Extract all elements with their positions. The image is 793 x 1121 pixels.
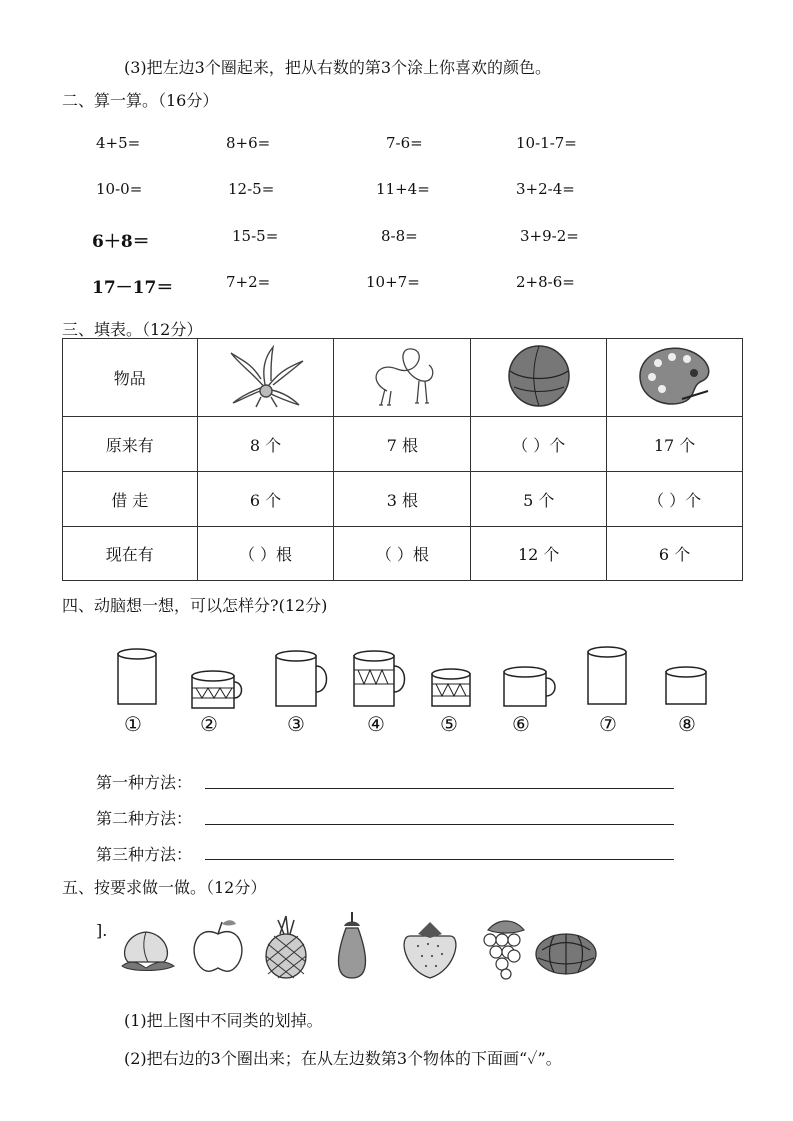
- math-problem: 11+4=: [376, 180, 430, 198]
- answer-cell[interactable]: （ ）个: [607, 472, 743, 527]
- jump-rope-cell: [334, 339, 471, 417]
- palette-icon: [630, 341, 720, 411]
- math-problem: 15-5=: [232, 227, 279, 245]
- math-problem: 17－17＝: [92, 278, 174, 298]
- instruction-3: (3)把左边3个圈起来，把从右数的第3个涂上你喜欢的颜色。: [124, 58, 552, 77]
- answer-cell[interactable]: （ ）个: [471, 417, 607, 472]
- section-2-title: 二、算一算。（16分）: [62, 91, 219, 110]
- glass-7-icon: [588, 647, 626, 704]
- cup-number: ①: [124, 712, 142, 736]
- math-problem: 7+2=: [226, 273, 271, 291]
- apple-icon: [194, 920, 242, 971]
- row-label: 借 走: [63, 472, 198, 527]
- mug-2-icon: [192, 671, 242, 708]
- cup-number: ③: [287, 712, 305, 736]
- fill-table: [62, 338, 743, 581]
- answer-line-1[interactable]: [205, 788, 674, 789]
- math-problem: 10-1-7=: [516, 134, 577, 152]
- list-marker: ].: [96, 921, 108, 940]
- table-cell: 3 根: [334, 472, 471, 527]
- ball-icon: [494, 341, 584, 411]
- math-problem: 8-8=: [381, 227, 418, 245]
- answer-line-2[interactable]: [205, 824, 674, 825]
- fruit-figure: [118, 910, 608, 982]
- math-problem: 10-0=: [96, 180, 143, 198]
- method-label-1: 第一种方法：: [96, 773, 193, 792]
- cup-number: ⑤: [440, 712, 458, 736]
- instruction-1: (1)把上图中不同类的划掉。: [124, 1011, 323, 1030]
- glass-8-icon: [666, 667, 706, 704]
- math-problem: 7-6=: [386, 134, 423, 152]
- math-problem: 3+9-2=: [520, 227, 579, 245]
- cup-number: ⑦: [599, 712, 617, 736]
- glass-5-icon: [432, 669, 470, 706]
- eggplant-icon: [339, 912, 366, 978]
- math-problem: 4+5=: [96, 134, 141, 152]
- table-cell: 12 个: [471, 527, 607, 581]
- math-problem: 12-5=: [228, 180, 275, 198]
- math-problem: 6＋8＝: [92, 232, 150, 252]
- answer-cell[interactable]: （ ）根: [197, 527, 334, 581]
- pinwheel-icon: [221, 341, 311, 411]
- cup-number: ②: [200, 712, 218, 736]
- pinwheel-cell: [197, 339, 334, 417]
- row-label: 物品: [63, 339, 198, 417]
- answer-cell[interactable]: （ ）根: [334, 527, 471, 581]
- glass-1-icon: [118, 649, 156, 704]
- cup-number: ④: [367, 712, 385, 736]
- section-3-title: 三、填表。（12分）: [62, 320, 203, 339]
- table-cell: 6 个: [607, 527, 743, 581]
- table-cell: 8 个: [197, 417, 334, 472]
- mug-6-icon: [504, 667, 555, 706]
- math-problem: 3+2-4=: [516, 180, 575, 198]
- palette-cell: [607, 339, 743, 417]
- table-cell: 7 根: [334, 417, 471, 472]
- strawberry-icon: [404, 922, 456, 978]
- section-5-title: 五、按要求做一做。（12分）: [62, 878, 267, 897]
- table-cell: 5 个: [471, 472, 607, 527]
- math-problem: 8+6=: [226, 134, 271, 152]
- math-problem: 10+7=: [366, 273, 420, 291]
- method-label-3: 第三种方法：: [96, 845, 193, 864]
- row-label: 现在有: [63, 527, 198, 581]
- table-cell: 17 个: [607, 417, 743, 472]
- cups-figure: [112, 648, 732, 718]
- instruction-2: (2)把右边的3个圈出来；在从左边数第3个物体的下面画“✓”。: [124, 1049, 562, 1068]
- mug-4-icon: [354, 651, 405, 706]
- cup-number: ⑥: [512, 712, 530, 736]
- pineapple-icon: [266, 916, 306, 978]
- mug-3-icon: [276, 651, 327, 706]
- answer-line-3[interactable]: [205, 859, 674, 860]
- grapes-icon: [484, 921, 524, 979]
- cup-number: ⑧: [678, 712, 696, 736]
- watermelon-icon: [536, 934, 596, 974]
- table-cell: 6 个: [197, 472, 334, 527]
- math-problem: 2+8-6=: [516, 273, 575, 291]
- method-label-2: 第二种方法：: [96, 809, 193, 828]
- ball-cell: [471, 339, 607, 417]
- row-label: 原来有: [63, 417, 198, 472]
- jump-rope-icon: [357, 341, 447, 411]
- peach-icon: [122, 932, 174, 971]
- section-4-title: 四、动脑想一想，可以怎样分?(12分): [62, 596, 328, 615]
